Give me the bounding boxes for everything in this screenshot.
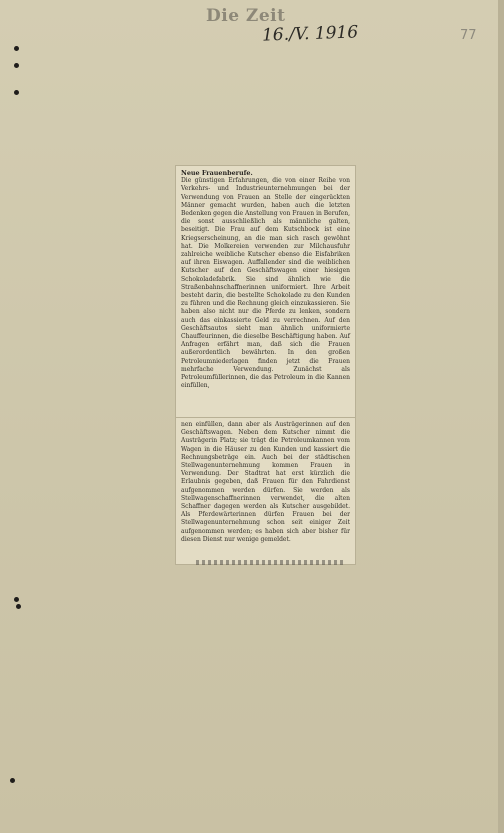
punch-hole-top (14, 46, 19, 51)
article-paragraph-1: Die günstigen Erfahrungen, die von einer Reihe von Verkehrs- und Industrieunternehmungen bei der Verwendung von Frauen an Stelle der eingerückten Männer gemacht wurden, haben auch die letzten Bedenken gegen die Anstellung von Frauen in Berufen, die sonst ausschließlich als männliche galten, beseitigt. Die Frau auf dem Kutschbock ist eine Kriegserscheinung, an die man sich rasch gewöhnt hat. Die Molkereien verwenden zur Milchausfuhr zahlreiche weibliche Kutscher ebenso die Eisfabriken auf ihren Eiswagen. Auffallender sind die weiblichen Kutscher auf den Geschäftswagen einer hiesigen Schokoladefabrik. Sie sind ähnlich wie die Straßenbahnschaffnerinnen uniformiert. Ihre Arbeit besteht darin, die bestellte Schokolade zu den Kunden zu führen und die Rechnung gleich einzukassieren. Sie haben also nicht nur die Pferde zu lenken, sondern auch das einkassierte Geld zu verrechnen. Auf den Geschäftsautos sieht man ähnlich uniformierte Chauffeurinnen, die dieselbe Beschäftigung haben. Auf Anfragen erfährt man, daß sich die Frauen außerordentlich bewährten. In den großen Petroleumniederlagen finden jetzt die Frauen mehrfache Verwendung. Zunächst als Petroleumfüllerinnen, die das Petroleum in die Kannen einfüllen, (181, 177, 350, 390)
clipping-part-1 (176, 166, 355, 417)
punch-hole-upper-2 (14, 90, 19, 95)
clipping-part-2 (176, 418, 355, 564)
article-paragraph-2: nen einfüllen, dann aber als Austrägerinnen auf den Geschäftswagen. Neben dem Kutscher nimmt die Austrägerin Platz; sie trägt die Petroleumkannen vom Wagen in die Häuser zu den Kunden und kassiert die Rechnungsbeträge ein. Auch bei der städtischen Stellwagenunternehmung kommen Frauen in Verwendung. Der Stadtrat hat erst kürzlich die Erlaubnis gegeben, daß Frauen für den Fahrdienst aufgenommen werden dürfen. Sie werden als Stellwagenschaffnerinnen verwendet, die alten Schaffner dagegen werden als Kutscher ausgebildet. Als Pferdewärterinnen dürfen Frauen bei der Stellwagenunternehmung schon seit einiger Zeit aufgenommen werden; es haben sich aber bisher für diesen Dienst nur wenige gemeldet. (181, 421, 350, 543)
punch-hole-bottom (10, 778, 15, 783)
page-number: 77 (460, 28, 477, 43)
torn-edge-text (196, 560, 346, 565)
punch-hole-upper (14, 63, 19, 68)
handwritten-date: 16./V. 1916 (261, 22, 359, 46)
newspaper-title: Die Zeit (206, 6, 286, 26)
article-heading: Neue Frauenberufe. (181, 169, 253, 177)
punch-hole-lower (14, 597, 19, 602)
punch-hole-lower-2 (16, 604, 21, 609)
